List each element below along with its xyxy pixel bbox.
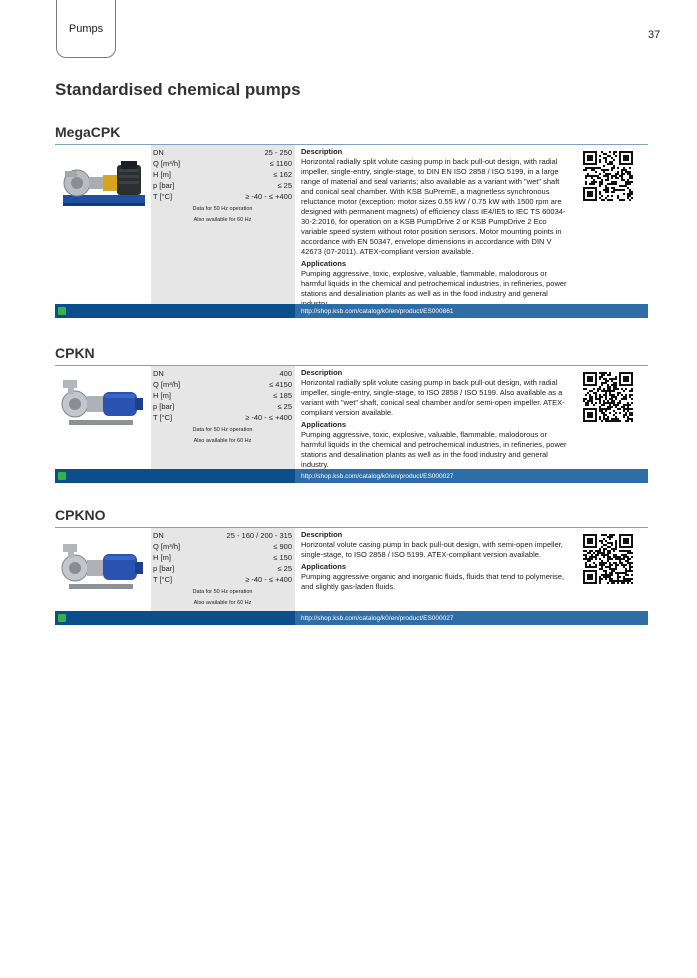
- product-name: MegaCPK: [55, 124, 121, 140]
- product-name: CPKN: [55, 345, 95, 361]
- badge-square-icon: [58, 307, 66, 315]
- badge-square-icon: [58, 472, 66, 480]
- applications-text: Pumping aggressive, toxic, explosive, valuable, flammable, malodorous or harmful liquids in the chemical and petrochemical industries, in refineries, power stations and desalination plants as well as in the food industry and general: [301, 269, 567, 298]
- page-title: Standardised chemical pumps: [55, 80, 301, 99]
- section-tab-label: Pumps: [68, 22, 104, 35]
- product-name: CPKNO: [55, 507, 106, 523]
- description-text: Horizontal volute casing pump in back pull-out design, with semi-open impeller, single-stage, to ISO 2858 / ISO 5199. ATEX-compliant version available.: [301, 540, 563, 559]
- spec-row: Q [m³/h] ≤ 4150: [153, 380, 292, 389]
- qr-code[interactable]: [567, 145, 648, 304]
- spec-row: DN 25 - 160 / 200 - 315: [153, 531, 292, 540]
- product-megacpk: [55, 124, 648, 318]
- spec-row: p [bar] ≤ 25: [153, 402, 292, 411]
- applications-heading: Applications: [301, 420, 347, 429]
- description-block: [295, 145, 567, 304]
- spec-row: p [bar] ≤ 25: [153, 181, 292, 190]
- product-image: [55, 145, 151, 304]
- spec-note: Also available for 60 Hz: [193, 438, 252, 444]
- product-cpkn: [55, 345, 648, 483]
- badge-square-icon: [58, 614, 66, 622]
- qr-code-icon: [583, 534, 633, 584]
- product-image: [55, 366, 151, 469]
- applications-text: Pumping aggressive organic and inorganic fluids, fluids that tend to polymerise, and slightly gas-laden fluids.: [301, 572, 565, 591]
- spec-row: H [m] ≤ 150: [153, 553, 292, 562]
- description-text: Horizontal radially split volute casing pump in back pull-out design, with radial impeller, single-entry, single-stage, to DIN EN ISO 2858 / ISO 5199, in a large range of material and seal variants; also available as a variant with "wet" shaft and conical seal chamber. With KSB SuPremE, a magnetless synchronous reluctance motor (exception: motor sizes 0.55 kW / 0.75 kW with 1500 rpm are designed with permanent magnets) of efficiency class IE4/IE5 to IEC TS 60034-30-2:2016, for operation on a KSB PumpDrive 2 or KSB PumpDrive 2 Eco variable speed system without rotor position sensors. Motor mounting points in accordance with EN 50347, envelope dimensions in accordance with DIN V 42673 (07-2011). ATEX-compliant version available.: [301, 157, 566, 256]
- applications-text: Pumping aggressive, toxic, explosive, valuable, flammable, malodorous or harmful liquids in the chemical and petrochemical industries, in refineries, power stations and desalination plants as well as in the food industry and general industry.: [301, 430, 567, 469]
- spec-row: DN 400: [153, 369, 292, 378]
- product-link[interactable]: http://shop.ksb.com/catalog/k0/en/product/ES000027: [295, 469, 648, 483]
- spec-row: T [°C] ≥ -40 - ≤ +400: [153, 192, 292, 201]
- url-bar: [55, 611, 648, 625]
- product-link[interactable]: http://shop.ksb.com/catalog/k0/en/product/ES000861: [295, 304, 648, 318]
- pump-illustration-icon: [59, 534, 147, 596]
- spec-row: T [°C] ≥ -40 - ≤ +400: [153, 413, 292, 422]
- spec-note: Data for 50 Hz operation: [192, 206, 253, 212]
- spec-table: [151, 145, 295, 304]
- description-heading: Description: [301, 530, 343, 539]
- page-number: 37: [648, 29, 661, 41]
- spec-note: Also available for 60 Hz: [193, 217, 252, 223]
- spec-note: Data for 50 Hz operation: [192, 589, 253, 595]
- applications-heading: Applications: [301, 259, 347, 268]
- url-bar: [55, 304, 648, 318]
- description-block: [295, 528, 567, 611]
- spec-row: H [m] ≤ 162: [153, 170, 292, 179]
- qr-code[interactable]: [567, 528, 648, 611]
- section-tab[interactable]: [56, 0, 116, 58]
- qr-code[interactable]: [567, 366, 648, 469]
- spec-row: T [°C] ≥ -40 - ≤ +400: [153, 575, 292, 584]
- spec-table: [151, 528, 295, 611]
- qr-code-icon: [583, 151, 633, 201]
- pump-illustration-icon: [59, 151, 147, 213]
- product-link[interactable]: http://shop.ksb.com/catalog/k0/en/product/ES000027: [295, 611, 648, 625]
- description-block: [295, 366, 567, 469]
- applications-heading: Applications: [301, 562, 347, 571]
- spec-row: Q [m³/h] ≤ 900: [153, 542, 292, 551]
- url-bar: [55, 469, 648, 483]
- pump-illustration-icon: [59, 372, 147, 434]
- spec-row: DN 25 - 250: [153, 148, 292, 157]
- description-text: Horizontal radially split volute casing pump in back pull-out design, with radial impeller, single-entry, single-stage, to ISO 2858 / ISO 5199. Also available as a variant with "wet" shaft, conical seal chamber and/or semi-open impeller. ATEX-compliant version available.: [301, 378, 565, 417]
- spec-note: Data for 50 Hz operation: [192, 427, 253, 433]
- spec-row: Q [m³/h] ≤ 1160: [153, 159, 292, 168]
- description-heading: Description: [301, 368, 343, 377]
- description-heading: Description: [301, 147, 343, 156]
- product-image: [55, 528, 151, 611]
- spec-note: Also available for 60 Hz: [193, 600, 252, 606]
- qr-code-icon: [583, 372, 633, 422]
- spec-table: [151, 366, 295, 469]
- product-cpkno: [55, 507, 648, 625]
- spec-row: p [bar] ≤ 25: [153, 564, 292, 573]
- spec-row: H [m] ≤ 185: [153, 391, 292, 400]
